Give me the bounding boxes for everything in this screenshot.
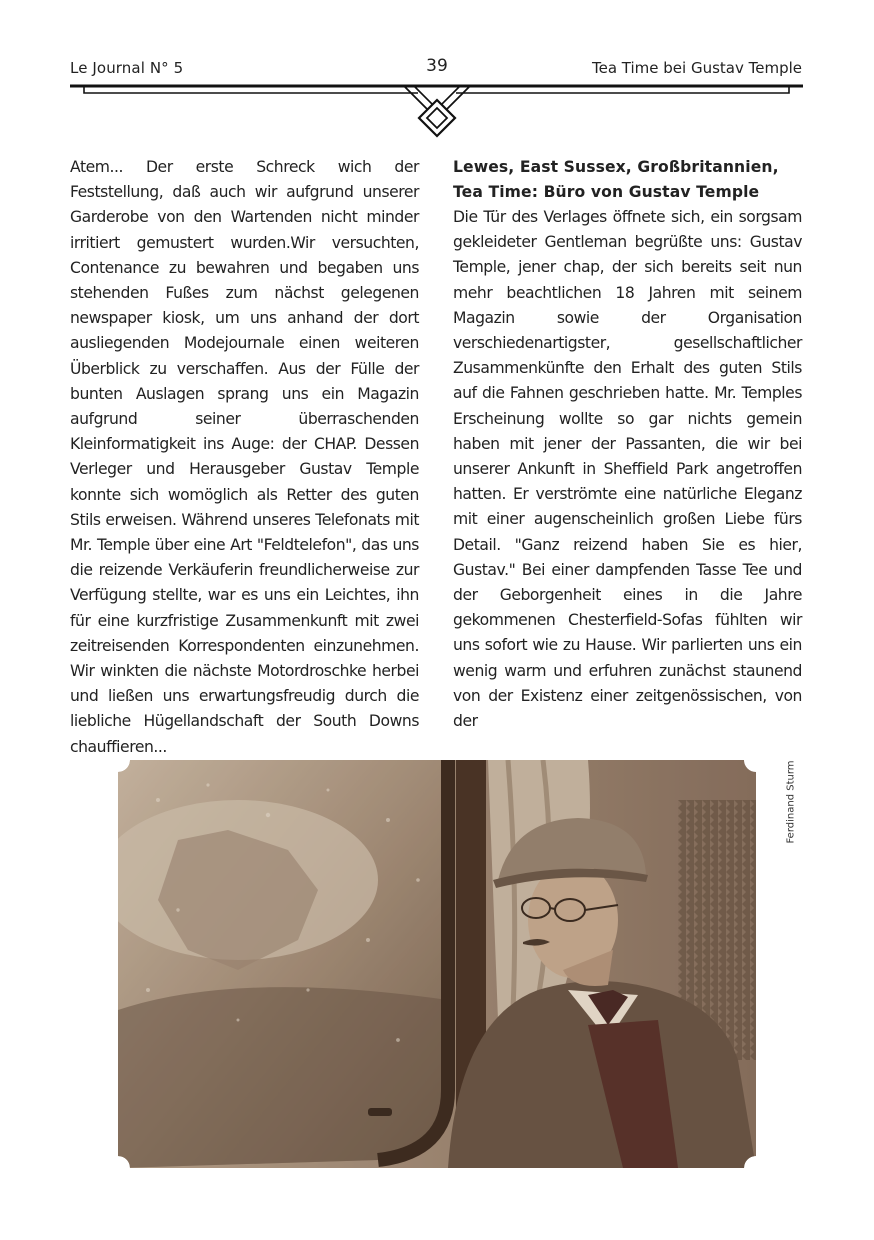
section-heading: Lewes, East Sussex, Großbritannien, Tea Time: Büro von Gustav Temple bbox=[453, 158, 779, 201]
left-column-text: Atem... Der erste Schreck wich der Feststellung, daß auch wir aufgrund unserer Garderobe von den Wartenden nicht minder irritiert gemustert wurden.Wir versuchten, Contenance zu bewahren und begaben uns stehenden Fußes zum nächst gelegenen newspaper kiosk, um uns anhand der dort ausliegenden Modejournale einen weiteren Überblick zu verschaffen. Aus der Fülle der bunten Auslagen sprang uns ein Magazin aufgrund seiner überraschenden Kleinformatigkeit ins Auge: der CHAP. Dessen Verleger und Herausgeber Gustav Temple konnte sich womöglich als Retter des guten Stils erweisen. Während unseres Telefonats mit Mr. Temple über eine Art "Feldtelefon", das uns die reizende Verkäuferin freundlicherweise zur Verfügung stellte, war es uns ein Leichtes, ihn für eine kurzfristige Zusammenkunft mit zwei zeitreisenden Korrespondenten einzunehmen. Wir winkten die nächste Motordroschke herbei und ließen uns erwartungsfreudig durch die liebliche Hügellandschaft der South Downs chauffieren... bbox=[70, 158, 419, 756]
right-column-text: Die Tür des Verlages öffnete sich, ein sorgsam gekleideter Gentleman begrüßte uns: Gustav Temple, jener chap, der sich bereits seit nun mehr beachtlichen 18 Jahren mit seinem Magazin sowie der Organisation verschiedenartigster, gesellschaftlicher Zusammenkünfte den Erhalt des guten Stils auf die Fahnen geschrieben hatte. Mr. Temples Erscheinung wollte so gar nichts gemein haben mit jener der Passanten, die wir bei unserer Ankunft in Sheffield Park angetroffen hatten. Er verströmte eine natürliche Eleganz mit einer augenscheinlich großen Liebe fürs Detail. "Ganz reizend haben Sie es hier, Gustav." Bei einer dampfenden Tasse Tee und der Geborgenheit eines in die Jahre gekommenen Chesterfield-Sofas fühlten wir uns sofort wie zu Hause. Wir parlierten uns ein wenig warm und erfuhren zunächst staunend von der Existenz einer zeitgenössischen, von der bbox=[453, 208, 802, 731]
photo-credit bbox=[784, 762, 798, 842]
journal-title: Le Journal N° 5 bbox=[70, 59, 184, 77]
page-number: 39 bbox=[426, 56, 448, 76]
page-header bbox=[0, 0, 874, 140]
article-title: Tea Time bei Gustav Temple bbox=[592, 59, 802, 77]
sepia-photo bbox=[118, 760, 756, 1168]
art-deco-ornament bbox=[0, 0, 874, 140]
left-column bbox=[70, 155, 419, 760]
right-column bbox=[453, 155, 802, 734]
photo-credit-text: Ferdinand Sturm bbox=[785, 760, 797, 844]
